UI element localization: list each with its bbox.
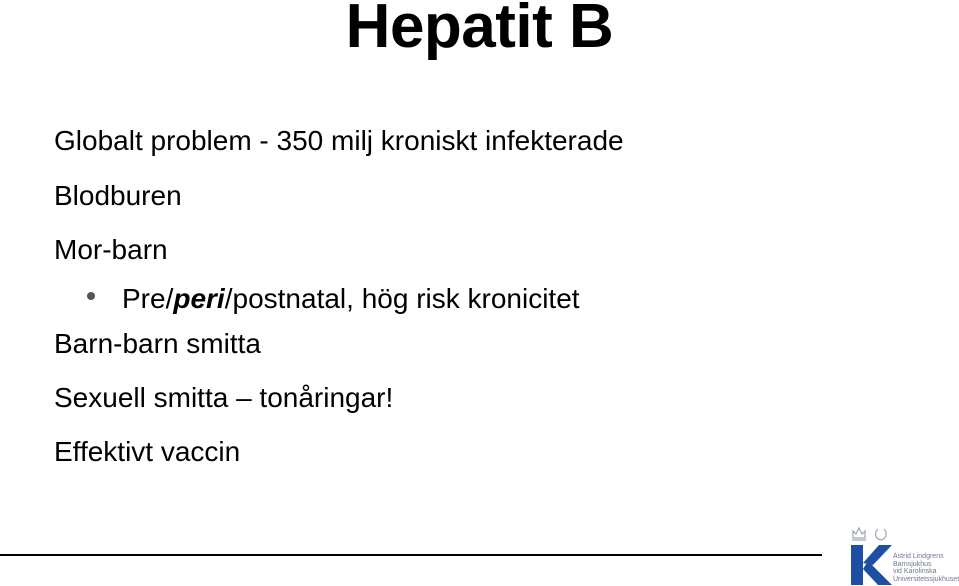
logo-text-line: Universitetssjukhuset xyxy=(893,575,959,583)
sub-bullet-dot-icon xyxy=(87,292,95,300)
bullet-mother-child: Mor-barn xyxy=(54,234,168,265)
bullet-bloodborne: Blodburen xyxy=(54,180,182,211)
slide-title: Hepatit B xyxy=(345,0,614,61)
logo-text-line: vid Karolinska xyxy=(893,568,937,575)
logo-text xyxy=(893,553,959,583)
sub-bullet-perinatal xyxy=(122,283,580,315)
bullet-global-problem: Globalt problem - 350 milj kroniskt infekterade xyxy=(54,125,624,156)
bullet-sexual-transmission: Sexuell smitta – tonåringar! xyxy=(54,382,394,413)
logo-text-line: Astrid Lindgrens xyxy=(893,553,944,560)
bullet-vaccine: Effektivt vaccin xyxy=(54,436,241,467)
bullet-child-child: Barn-barn smitta xyxy=(54,328,261,359)
sub-bullet-suffix: /postnatal, hög risk kronicitet xyxy=(224,283,580,314)
sub-bullet-emphasis: peri xyxy=(173,283,225,314)
sub-bullet-prefix: Pre/ xyxy=(122,283,174,314)
footer-divider xyxy=(0,554,822,556)
logo-text-line: Barnsjukhus xyxy=(893,560,932,568)
